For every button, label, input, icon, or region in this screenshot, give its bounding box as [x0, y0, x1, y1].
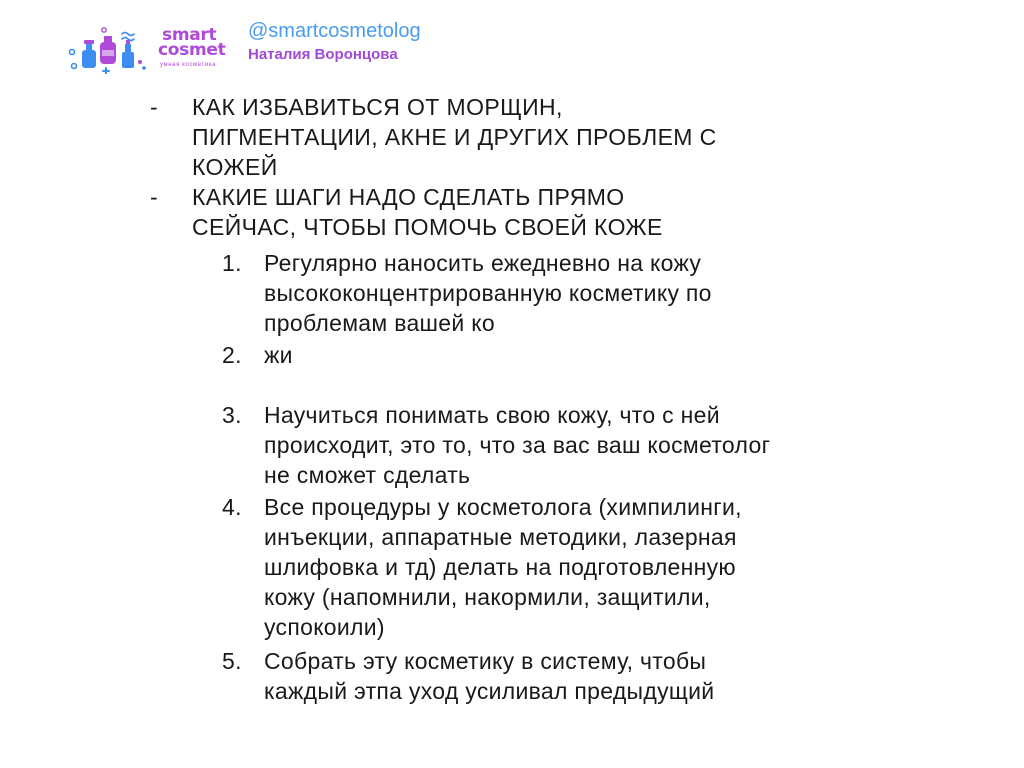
numbered-item [222, 248, 922, 338]
item-line: Собрать эту косметику в систему, чтобы [264, 648, 707, 674]
bullet-line: КОЖЕЙ [192, 154, 278, 180]
item-text [264, 400, 884, 490]
item-line: происходит, это то, что за вас ваш косметолог [264, 432, 771, 458]
logo-tagline: умная косметика [160, 62, 217, 68]
author-name: Наталия Воронцова [248, 46, 398, 63]
bullet-text [192, 182, 832, 242]
item-line: каждый этпа уход усиливал предыдущий [264, 678, 715, 704]
bullet-line: КАКИЕ ШАГИ НАДО СДЕЛАТЬ ПРЯМО [192, 184, 625, 210]
item-text [264, 492, 884, 642]
bullet-item [150, 182, 850, 242]
item-number: 5. [222, 648, 242, 674]
item-number: 1. [222, 250, 242, 276]
numbered-item [222, 646, 922, 706]
bullet-item [150, 92, 850, 182]
logo-text-line2: cosmet [158, 40, 226, 60]
item-line: инъекции, аппаратные методики, лазерная [264, 524, 737, 550]
item-line: Регулярно наносить ежедневно на кожу [264, 250, 702, 276]
numbered-item [222, 400, 922, 490]
numbered-item [222, 492, 922, 642]
bullet-marker: - [150, 184, 159, 210]
item-number: 4. [222, 494, 242, 520]
logo-text-line1: smart [162, 25, 217, 45]
item-number: 2. [222, 342, 242, 368]
item-text [264, 646, 884, 706]
item-text [264, 340, 884, 370]
item-line: успокоили) [264, 614, 385, 640]
item-line: Все процедуры у косметолога (химпилинги, [264, 494, 742, 520]
item-text [264, 248, 884, 338]
item-line: кожу (напомнили, накормили, защитили, [264, 584, 711, 610]
item-number: 3. [222, 402, 242, 428]
item-line: не сможет сделать [264, 462, 471, 488]
item-line: Научиться понимать свою кожу, что с ней [264, 402, 720, 428]
item-line: высококонцентрированную косметику по [264, 280, 712, 306]
bullet-text [192, 92, 832, 182]
bullet-line: СЕЙЧАС, ЧТОБЫ ПОМОЧЬ СВОЕЙ КОЖЕ [192, 214, 663, 240]
bullet-line: КАК ИЗБАВИТЬСЯ ОТ МОРЩИН, [192, 94, 563, 120]
instagram-handle: @smartcosmetolog [248, 20, 421, 42]
item-line: шлифовка и тд) делать на подготовленную [264, 554, 736, 580]
numbered-item [222, 340, 922, 370]
item-line: жи [264, 342, 293, 368]
item-line: проблемам вашей ко [264, 310, 495, 336]
bullet-line: ПИГМЕНТАЦИИ, АКНЕ И ДРУГИХ ПРОБЛЕМ С [192, 124, 717, 150]
bullet-marker: - [150, 94, 159, 120]
